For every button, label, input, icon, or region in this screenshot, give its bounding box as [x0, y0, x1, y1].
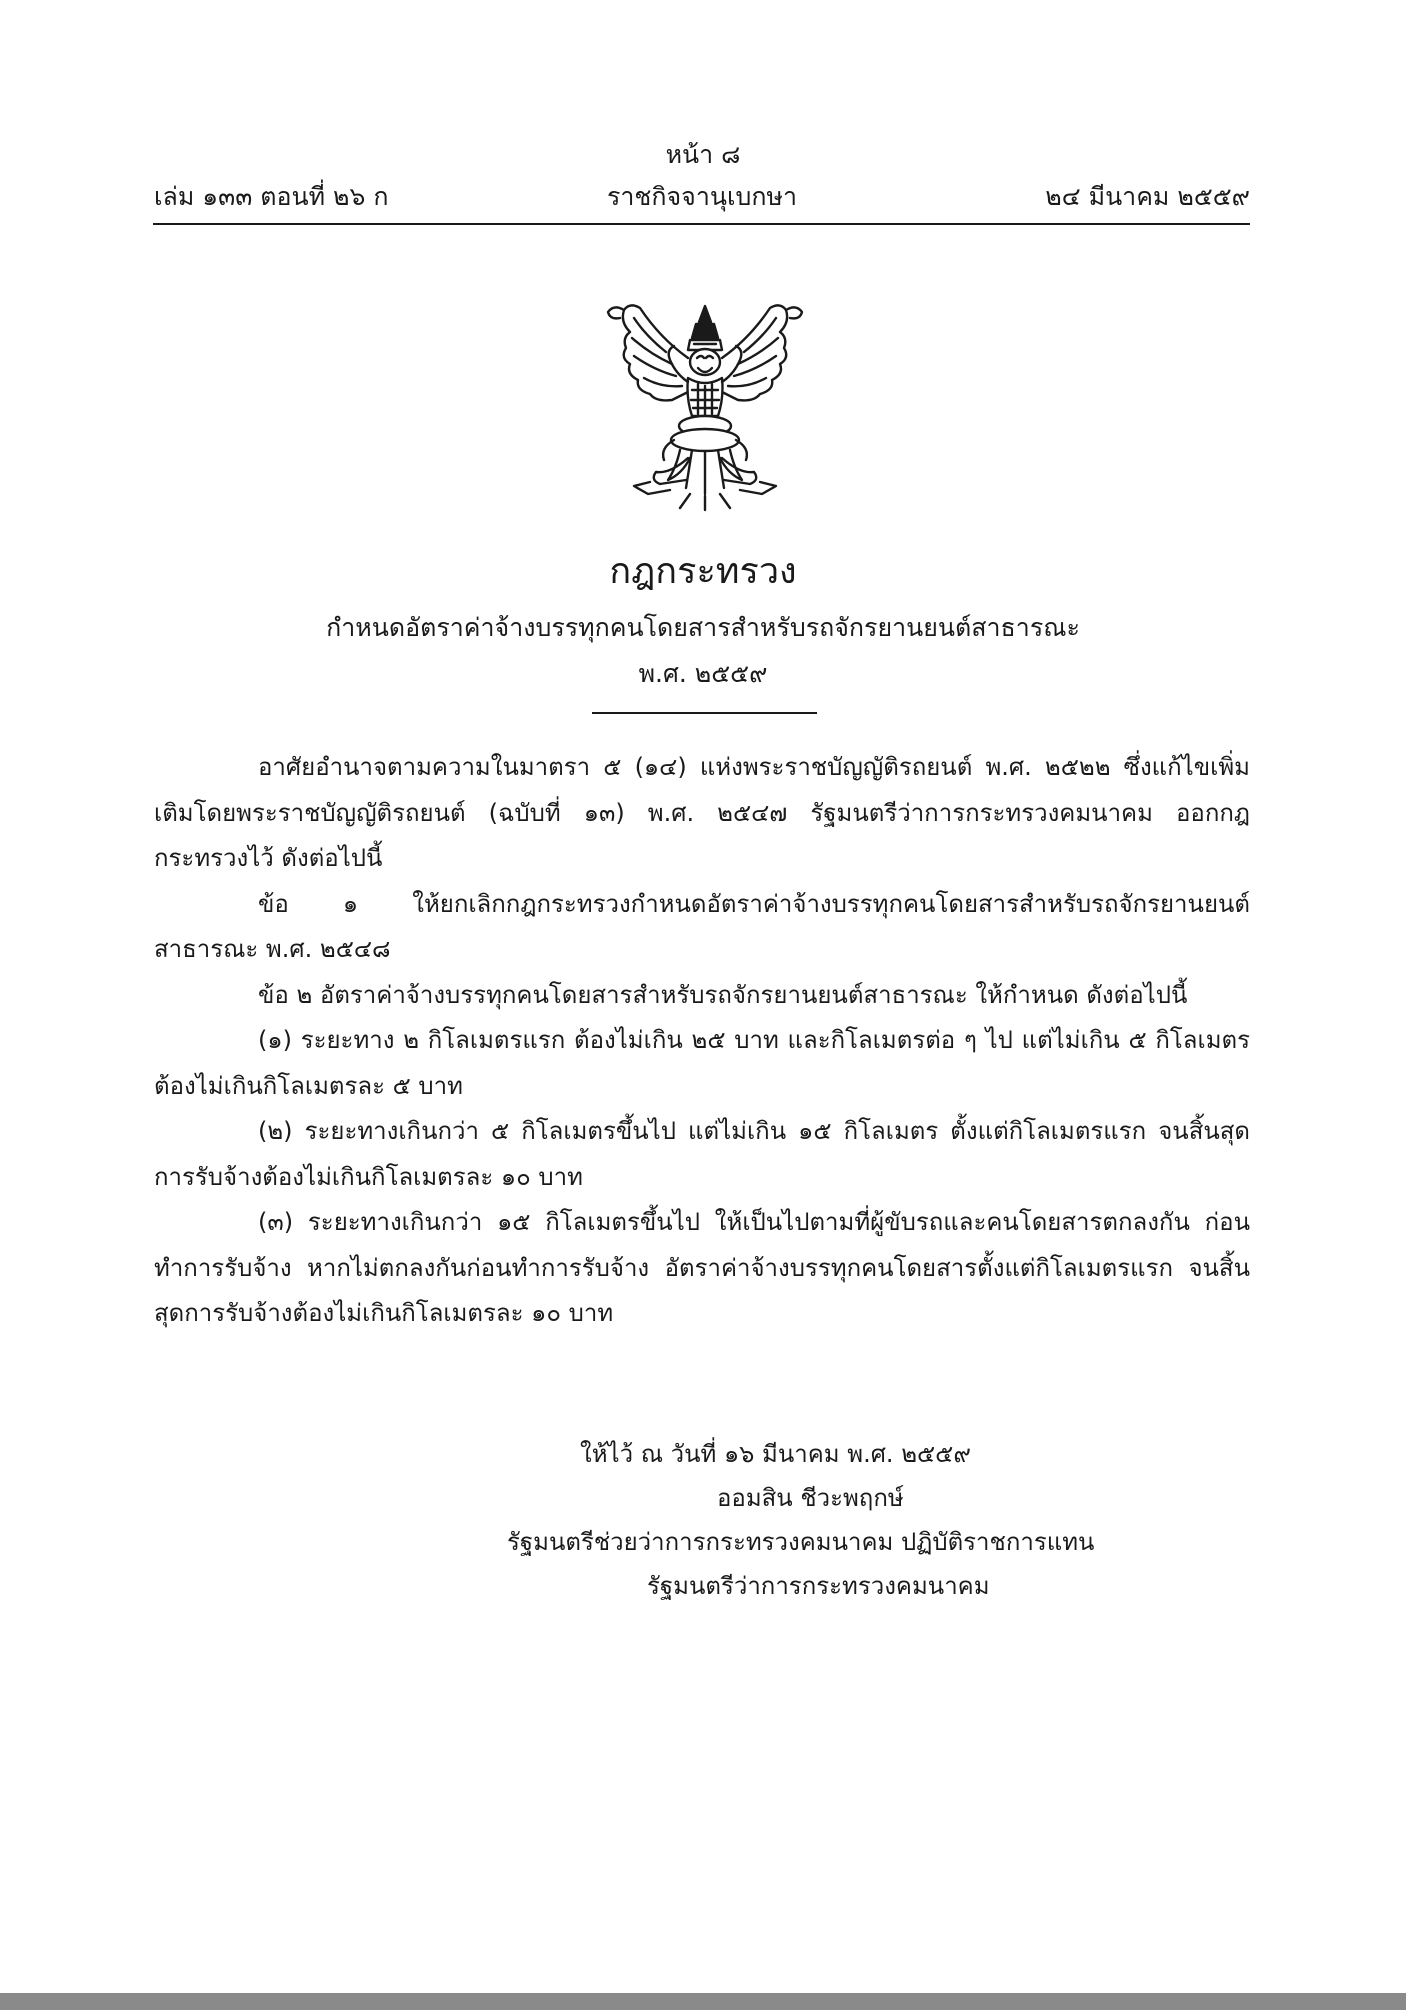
- signatory-name: ออมสิน ชีวะพฤกษ์: [717, 1484, 904, 1512]
- document-subtitle: กำหนดอัตราค่าจ้างบรรทุกคนโดยสารสำหรับรถจักรยานยนต์สาธารณะ: [326, 613, 1080, 642]
- page-number: หน้า ๘: [665, 140, 741, 169]
- header-divider: [153, 223, 1250, 225]
- document-body: [154, 745, 1250, 1337]
- preamble-paragraph: อาศัยอำนาจตามความในมาตรา ๕ (๑๔) แห่งพระราชบัญญัติรถยนต์ พ.ศ. ๒๕๒๒ ซึ่งแก้ไขเพิ่มเติมโดยพระราชบัญญัติรถยนต์ (ฉบับที่ ๑๓) พ.ศ. ๒๕๔๗ รัฐมนตรีว่าการกระทรวงคมนาคม ออกกฎกระทรวงไว้ ดังต่อไปนี้: [154, 753, 1250, 872]
- title-divider: [592, 712, 817, 714]
- clause-2-item-2: (๒) ระยะทางเกินกว่า ๕ กิโลเมตรขึ้นไป แต่ไม่เกิน ๑๕ กิโลเมตร ตั้งแต่กิโลเมตรแรก จนสิ้นสุดการรับจ้างต้องไม่เกินกิโลเมตรละ ๑๐ บาท: [154, 1117, 1250, 1191]
- document-title: กฎกระทรวง: [609, 551, 797, 592]
- clause-2: ข้อ ๒ อัตราค่าจ้างบรรทุกคนโดยสารสำหรับรถจักรยานยนต์สาธารณะ ให้กำหนด ดังต่อไปนี้: [258, 980, 1188, 1009]
- publication-date: ๒๔ มีนาคม ๒๕๕๙: [1045, 182, 1250, 211]
- signature-block: [400, 1432, 1250, 1608]
- gazette-name: ราชกิจจานุเบกษา: [606, 182, 798, 211]
- gazette-header: [154, 180, 1250, 220]
- clause-2-item-3: (๓) ระยะทางเกินกว่า ๑๕ กิโลเมตรขึ้นไป ให้เป็นไปตามที่ผู้ขับรถและคนโดยสารตกลงกัน ก่อนทำการรับจ้าง หากไม่ตกลงกันก่อนทำการรับจ้าง อัตราค่าจ้างบรรทุกคนโดยสารตั้งแต่กิโลเมตรแรก จนสิ้นสุดการรับจ้างต้องไม่เกินกิโลเมตรละ ๑๐ บาท: [154, 1208, 1250, 1327]
- given-date: ให้ไว้ ณ วันที่ ๑๖ มีนาคม พ.ศ. ๒๕๕๙: [580, 1440, 971, 1468]
- signatory-position-2: รัฐมนตรีว่าการกระทรวงคมนาคม: [647, 1572, 990, 1600]
- document-year: พ.ศ. ๒๕๕๙: [638, 659, 768, 688]
- signatory-position: รัฐมนตรีช่วยว่าการกระทรวงคมนาคม ปฏิบัติราชการแทน: [507, 1528, 1095, 1556]
- volume-info: เล่ม ๑๓๓ ตอนที่ ๒๖ ก: [154, 182, 389, 211]
- clause-1: ข้อ ๑ ให้ยกเลิกกฎกระทรวงกำหนดอัตราค่าจ้างบรรทุกคนโดยสารสำหรับรถจักรยานยนต์สาธารณะ พ.ศ. ๒๕๔๘: [154, 889, 1250, 963]
- viewer-bottom-bar: [0, 1993, 1406, 2010]
- clause-2-item-1: (๑) ระยะทาง ๒ กิโลเมตรแรก ต้องไม่เกิน ๒๕ บาท และกิโลเมตรต่อ ๆ ไป แต่ไม่เกิน ๕ กิโลเมตร ต้องไม่เกินกิโลเมตรละ ๕ บาท: [154, 1026, 1250, 1100]
- garuda-emblem-icon: [600, 298, 810, 513]
